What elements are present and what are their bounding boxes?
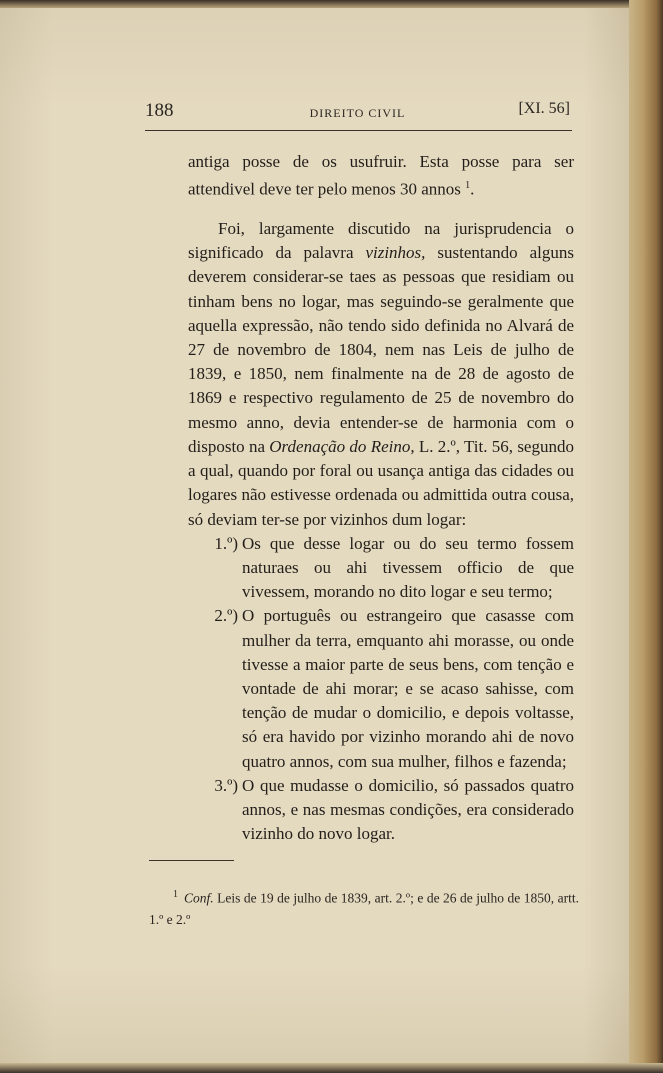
footnote-italic: Conf. — [184, 890, 214, 906]
page-top-edge — [0, 0, 663, 8]
paragraph-1 — [188, 150, 574, 202]
list-item-number: 2.º) — [214, 606, 238, 626]
footnote-rule — [149, 860, 234, 861]
footnote-ref: 1 — [465, 180, 471, 192]
list-item-number: 1.º) — [214, 533, 238, 553]
paragraph-2-text-b: sustentando alguns deverem considerar-se taes as pessoas que residiam ou tinham bens no logar, mas seguindo-se geralmente que aquella expressão, não tendo sido definida no Alvará de 27 de novembro de 1804, nem nas Leis de julho de 1839, e 1850, nem finalmente na de 28 de agosto de 1869 e respectivo regulamento de 25 de novembro do mesmo anno, devia entender-se de harmonia com o disposto na — [188, 243, 574, 456]
page-bottom-edge — [0, 1063, 663, 1073]
list-item — [188, 532, 574, 605]
footnote-marker: 1 — [173, 889, 178, 900]
list-item-number: 3.º) — [214, 775, 238, 795]
section-reference: [XI. 56] — [518, 100, 570, 117]
paragraph-1-text: antiga posse de os usufruir. Esta posse para ser attendivel deve ter pelo menos 30 annos — [188, 152, 574, 199]
paragraph-2-text-c: L. 2.º, Tit. 56, segundo a qual, quando por foral ou usança antiga das cidades ou logares não estivesse ordenada ou admittida outra cousa, só deviam ter-se por vizinhos dum logar: — [188, 436, 574, 529]
page-right-edge — [629, 0, 663, 1073]
footnote-text: Leis de 19 de julho de 1839, art. 2.º; e de 26 de julho de 1850, artt. 1.º e 2.º — [149, 890, 579, 927]
running-head — [145, 100, 570, 126]
header-rule — [145, 130, 572, 131]
list-item-text: Os que desse logar ou do seu termo fossem naturaes ou ahi tivessem officio de que vivessem, morando no dito logar e seu termo; — [242, 533, 574, 602]
page-number: 188 — [145, 100, 174, 121]
paragraph-2-italic-ordenacao: Ordenação do Reino, — [269, 436, 415, 456]
paragraph-2-italic-vizinhos: vizinhos, — [365, 243, 426, 263]
paragraph-1-end: . — [470, 179, 475, 199]
paragraph-2-text-a: Foi, largamente discutido na jurisprudencia o significado da palavra — [188, 219, 574, 263]
paragraph-2 — [188, 217, 574, 532]
list-item — [188, 774, 574, 847]
footnote — [149, 884, 579, 930]
list-item-text: O que mudasse o domicilio, só passados quatro annos, e nas mesmas condições, era considerado vizinho do novo logar. — [242, 775, 574, 844]
list-item — [188, 604, 574, 773]
body-text — [188, 150, 574, 846]
list-item-text: O português ou estrangeiro que casasse com mulher da terra, emquanto ahi morasse, ou onde tivesse a maior parte de seus bens, com tenção e vontade de ahi morar; e se acaso sahisse, com tenção de mudar o domicilio, e depois voltasse, só era havido por vizinho morando ahi de novo quatro annos, com sua mulher, filhos e fazenda; — [242, 606, 574, 771]
header-title: DIREITO CIVIL — [309, 106, 406, 120]
